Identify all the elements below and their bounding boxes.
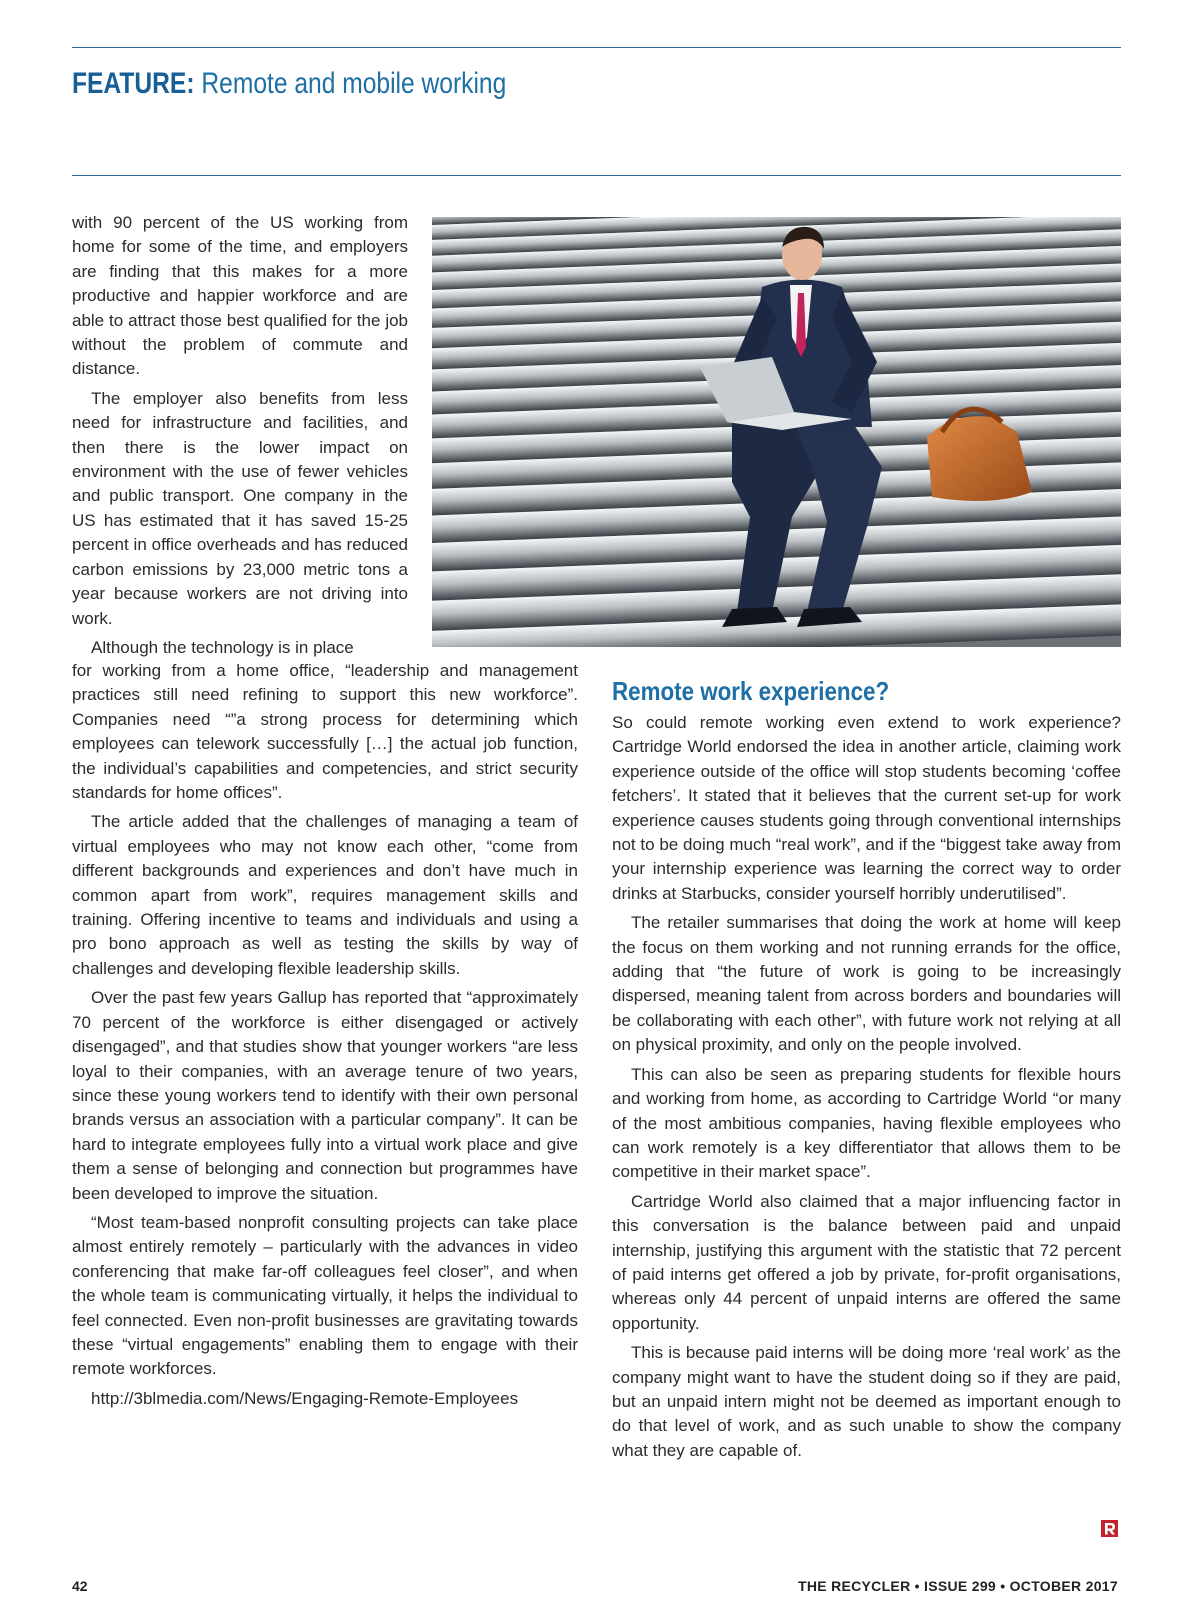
feature-label: FEATURE: bbox=[72, 67, 195, 100]
header-top-rule bbox=[72, 47, 1121, 48]
page-number: 42 bbox=[72, 1578, 88, 1594]
paragraph: The retailer summarises that doing the work at home will keep the focus on them working and not running errands for the office, adding that “the future of work is going to be increasingly dispersed, meaning talent from across borders and boundaries will be collaborating with each other”, with future work not relying at all on physical proximity, and only on the people involved. bbox=[612, 913, 1121, 1055]
feature-header bbox=[72, 66, 506, 102]
header-bottom-rule bbox=[72, 175, 1121, 176]
paragraph: This can also be seen as preparing students for flexible hours and working from home, as according to Cartridge World “or many of the most ambitious companies, having flexible employees who can work remotely is a key differentiator that allows them to be competitive in their market space”. bbox=[612, 1064, 1121, 1182]
businessman-laptop-photo bbox=[432, 217, 1121, 647]
paragraph: So could remote working even extend to work experience? Cartridge World endorsed the idea in another article, claiming work experience outside of the office will stop students becoming ‘coffee fetchers’. It stated that it believes that the current set-up for work experience causes students going through conventional internships not to be doing much “real work”, and if the “biggest take away from your internship experience was learning the correct way to order drinks at Starbucks, consider yourself horribly underutilised”. bbox=[612, 713, 1121, 903]
paragraph: Over the past few years Gallup has reported that “approximately 70 percent of the workforce is either disengaged or actively disengaged”, and that studies show that younger workers “are less loyal to their companies, with an average tenure of two years, since these young workers tend to identify with their own personal brands versus an association with a particular company”. It can be hard to integrate employees fully into a virtual work place and give them a sense of belonging and connection but programmes have been developed to improve the situation. bbox=[72, 988, 578, 1203]
feature-title: Remote and mobile working bbox=[201, 67, 507, 100]
source-link[interactable]: http://3blmedia.com/News/Engaging-Remote-Employees bbox=[91, 1388, 519, 1408]
publication-footer: THE RECYCLER • ISSUE 299 • OCTOBER 2017 bbox=[797, 1578, 1118, 1594]
article-column-right bbox=[612, 675, 1121, 1468]
paragraph: Although the technology is in place bbox=[91, 637, 354, 657]
article-column-left-top bbox=[72, 211, 408, 660]
photo-illustration bbox=[432, 217, 1121, 647]
paragraph: Cartridge World also claimed that a major influencing factor in this conversation is the balance between paid and unpaid internship, justifying this argument with the statistic that 72 percent of paid interns get offered a job by private, for-profit organisations, whereas only 44 percent of unpaid interns are offered the same opportunity. bbox=[612, 1191, 1121, 1333]
paragraph: “Most team-based nonprofit consulting projects can take place almost entirely remotely – particularly with the advances in video conferencing that make far-off colleagues feel closer”, and when the whole team is communicating virtually, it helps the individual to feel connected. Even non-profit businesses are gravitating towards these “virtual engagements” enabling them to engage with their remote workforces. bbox=[72, 1212, 578, 1379]
paragraph: This is because paid interns will be doing more ‘real work’ as the company might want to have the student doing so if they are paid, but an unpaid intern might not be deemed as important enough to do that level of work, and as such unable to show the company what they are capable of. bbox=[612, 1343, 1121, 1460]
recycler-r-logo-icon bbox=[1101, 1520, 1118, 1537]
paragraph: The article added that the challenges of managing a team of virtual employees who may not know each other, “come from different backgrounds and experiences and don’t have much in common apart from work”, requires management skills and training. Offering incentive to teams and individuals and using a pro bono approach as well as testing the skills by way of challenges and developing flexible leadership skills. bbox=[72, 812, 578, 978]
article-column-left-bottom bbox=[72, 659, 578, 1416]
paragraph: with 90 percent of the US working from home for some of the time, and employers are finding that this makes for a more productive and happier workforce and are able to attract those best qualified for the job without the problem of commute and distance. bbox=[72, 213, 408, 379]
section-heading: Remote work experience? bbox=[612, 676, 890, 706]
paragraph: for working from a home office, “leadership and management practices still need refining to support this new workforce”. Companies need “”a strong process for determining which employees can telework successfully […] the actual job function, the individual’s capabilities and competencies, and strict security standards for home offices”. bbox=[72, 661, 578, 803]
paragraph: The employer also benefits from less need for infrastructure and facilities, and then there is the lower impact on environment with the use of fewer vehicles and public transport. One company in the US has estimated that it has saved 15-25 percent in office overheads and has reduced carbon emissions by 23,000 metric tons a year because workers are not driving into work. bbox=[72, 388, 408, 628]
